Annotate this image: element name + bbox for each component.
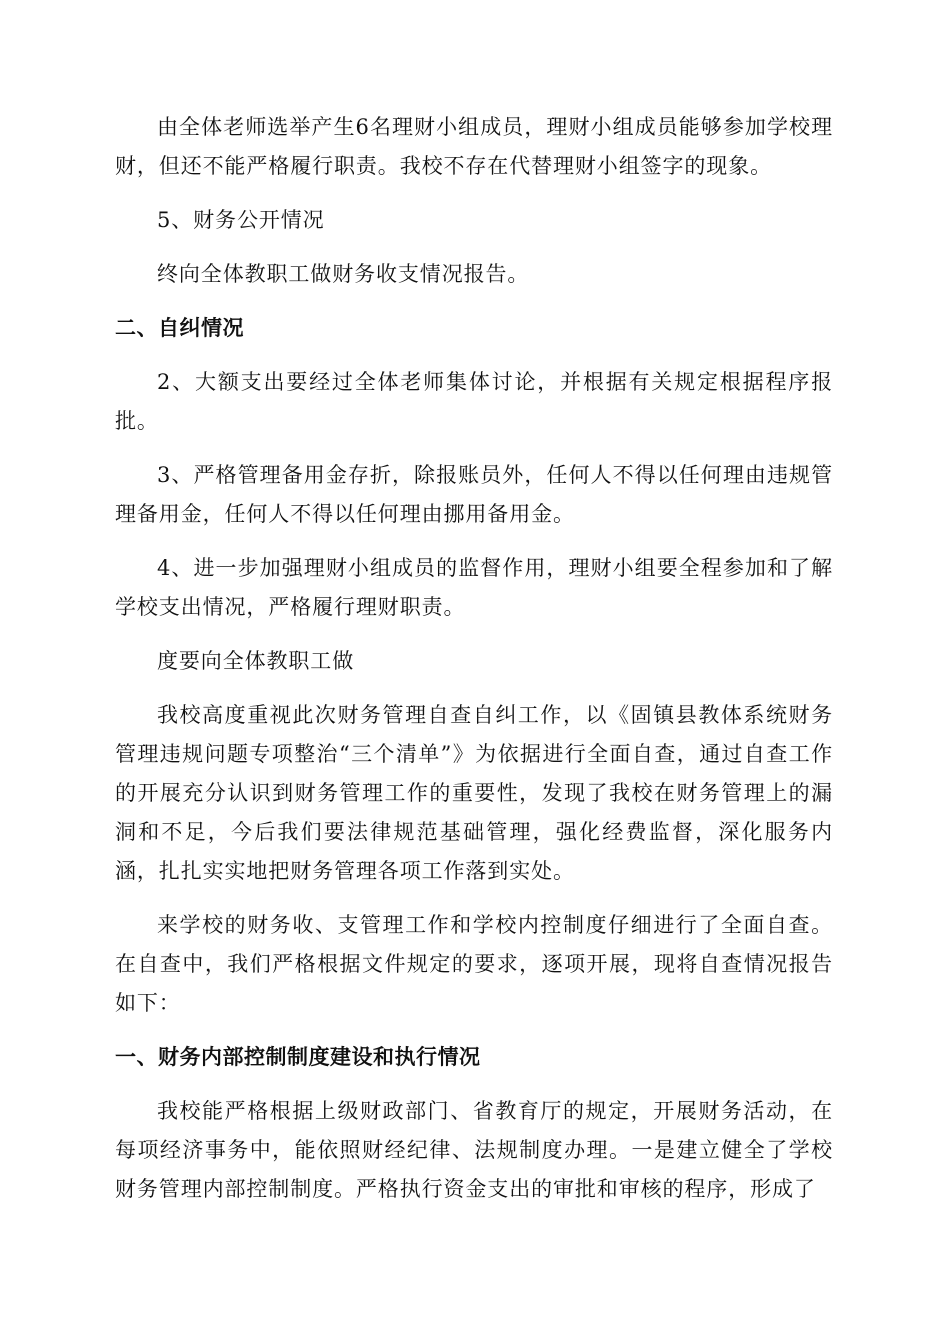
paragraph-intro: 来学校的财务收、支管理工作和学校内控制度仔细进行了全面自查。在自查中，我们严格根据文件规定的要求，逐项开展，现将自查情况报告如下：: [115, 913, 833, 1015]
paragraph-item-5-title: 5、财务公开情况: [157, 208, 325, 232]
section-heading-self-correction: 二、自纠情况: [115, 316, 244, 340]
paragraph-internal-control: 我校能严格根据上级财政部门、省教育厅的规定，开展财务活动，在每项经济事务中，能依照财经纪律、法规制度办理。一是建立健全了学校财务管理内部控制制度。严格执行资金支出的审批和审核的程序，形成了: [115, 1099, 833, 1201]
paragraph-summary: 我校高度重视此次财务管理自查自纠工作，以《固镇县教体系统财务管理违规问题专项整治“三个清单”》为依据进行全面自查，通过自查工作的开展充分认识到财务管理工作的重要性，发现了我校在财务管理上的漏洞和不足，今后我们要法律规范基础管理，强化经费监督，深化服务内涵，扎扎实实地把财务管理各项工作落到实处。: [115, 703, 833, 883]
section-heading-internal-control: 一、财务内部控制制度建设和执行情况: [115, 1045, 481, 1069]
document-body: [115, 108, 833, 1224]
paragraph-correction-2: 2、大额支出要经过全体老师集体讨论，并根据有关规定根据程序报批。: [115, 370, 833, 433]
paragraph-fragment: 度要向全体教职工做: [157, 649, 355, 673]
paragraph-finance-group: 由全体老师选举产生6名理财小组成员，理财小组成员能够参加学校理财，但还不能严格履行职责。我校不存在代替理财小组签字的现象。: [115, 115, 833, 178]
paragraph-correction-4: 4、进一步加强理财小组成员的监督作用，理财小组要全程参加和了解学校支出情况，严格履行理财职责。: [115, 556, 833, 619]
paragraph-correction-3: 3、严格管理备用金存折，除报账员外，任何人不得以任何理由违规管理备用金，任何人不得以任何理由挪用备用金。: [115, 463, 833, 526]
paragraph-item-5-body: 终向全体教职工做财务收支情况报告。: [157, 262, 530, 286]
